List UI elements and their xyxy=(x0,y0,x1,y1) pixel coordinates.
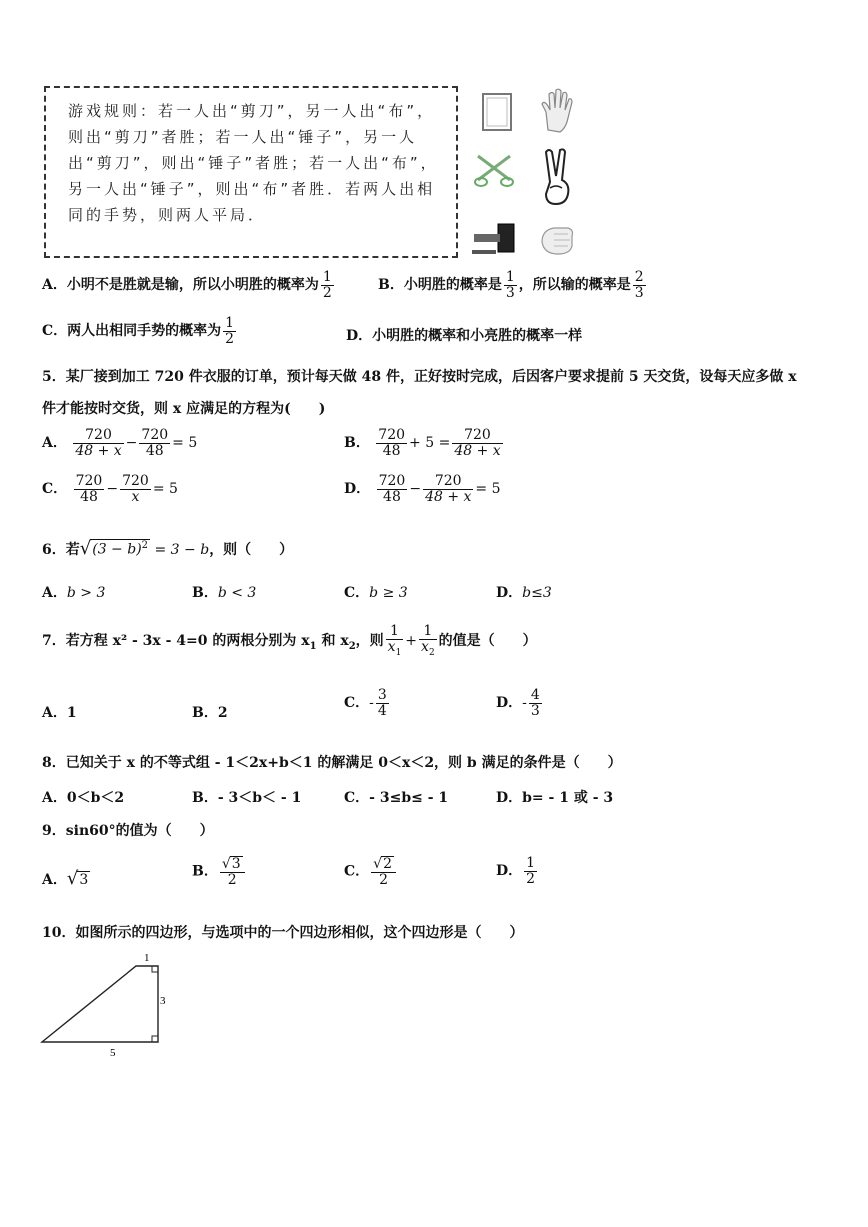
label-bottom: 5 xyxy=(110,1047,116,1059)
fraction: $\frac{1}{2}$ xyxy=(225,315,235,347)
game-rules-box xyxy=(44,86,458,258)
q5-option-a[interactable]: A． $\frac{720}{48 + x}$ − $\frac{720}{48}$ = 5 xyxy=(42,427,198,459)
scissors-icon xyxy=(472,150,516,188)
victory-hand-icon xyxy=(540,146,574,208)
q9-stem: 9．sin60°的值为（ ） xyxy=(42,823,214,839)
q5-stem-line2: 件才能按时交货，则 x 应满足的方程为( ) xyxy=(42,401,326,417)
trapezoid-figure xyxy=(36,948,186,1064)
q5-option-b[interactable]: B． $\frac{720}{48}$ + 5 = $\frac{720}{48 + x}$ xyxy=(344,427,501,459)
hammer-icon xyxy=(470,220,522,260)
q6-option-a[interactable]: A．b > 3 xyxy=(42,585,106,601)
q7-option-d[interactable]: D．- $\frac{4}{3}$ xyxy=(496,687,540,719)
q6-option-c[interactable]: C．b ≥ 3 xyxy=(344,585,408,601)
q6-option-d[interactable]: D．b≤3 xyxy=(496,585,552,601)
label-right: 3 xyxy=(160,995,166,1007)
q9-option-a[interactable]: A．√3 xyxy=(42,868,89,889)
fraction: $\frac{1}{3}$ xyxy=(505,269,515,301)
fraction: $\frac{1}{2}$ xyxy=(322,269,332,301)
q6-option-b[interactable]: B．b < 3 xyxy=(192,585,257,601)
q8-option-a[interactable]: A．0＜b＜2 xyxy=(42,790,125,806)
game-rules-text: 游戏规则：若一人出“剪刀”，另一人出“布”，则出“剪刀”者胜；若一人出“锤子”，另一人出“剪刀”，则出“锤子”者胜；若一人出“布”，另一人出“锤子”，则出“布”者胜．若两人出相同的手势，则两人平局． xyxy=(68,102,439,224)
q7-option-b[interactable]: B．2 xyxy=(192,705,228,721)
q7-option-c[interactable]: C．- $\frac{3}{4}$ xyxy=(344,687,387,719)
q4-option-d[interactable]: D．小明胜的概率和小亮胜的概率一样 xyxy=(346,328,583,344)
q4-option-b[interactable]: B．小明胜的概率是 $\frac{1}{3}$ ，所以输的概率是 $\frac{2}{3}$ xyxy=(378,269,644,301)
q9-option-d[interactable]: D． $\frac{1}{2}$ xyxy=(496,855,536,887)
q6-stem: 6．若$√(3 - b)^2 = 3 - b$，则（ ） xyxy=(42,538,294,559)
label-top: 1 xyxy=(144,952,150,964)
q8-option-b[interactable]: B．- 3＜b＜ - 1 xyxy=(192,790,302,806)
q5-option-c[interactable]: C． $\frac{720}{48}$ − $\frac{720}{x}$ = 5 xyxy=(42,473,178,505)
blank-paper-icon xyxy=(478,90,518,134)
q8-option-d[interactable]: D．b= - 1 或 - 3 xyxy=(496,790,614,806)
q4-option-c[interactable]: C．两人出相同手势的概率为 $\frac{1}{2}$ xyxy=(42,315,235,347)
q7-option-a[interactable]: A．1 xyxy=(42,705,77,721)
q4-option-a[interactable]: A．小明不是胜就是输，所以小明胜的概率为 $\frac{1}{2}$ xyxy=(42,269,332,301)
q5-stem-line1: 5．某厂接到加工 720 件衣服的订单，预计每天做 48 件，正好按时完成，后因客户要求提前 5 天交货，设每天应多做 x xyxy=(42,369,797,385)
q7-stem: 7．若方程 x² - 3x - 4=0 的两根分别为 $x_1$ 和 $x_2$，则 $\frac{1}{x_1}$ + $\frac{1}{x_2}$ 的值是（ ） xyxy=(42,623,537,658)
q5-option-d[interactable]: D． $\frac{720}{48}$ − $\frac{720}{48 + x}$ = 5 xyxy=(344,473,501,505)
fraction: $\frac{2}{3}$ xyxy=(634,269,644,301)
q8-stem: 8．已知关于 x 的不等式组 - 1＜2x+b＜1 的解满足 0＜x＜2，则 b 满足的条件是（ ） xyxy=(42,755,622,771)
q8-option-c[interactable]: C．- 3≤b≤ - 1 xyxy=(344,790,449,806)
open-hand-icon xyxy=(538,86,578,134)
q10-stem: 10．如图所示的四边形，与选项中的一个四边形相似，这个四边形是（ ） xyxy=(42,925,524,941)
q9-option-c[interactable]: C． $\frac{√2}{2}$ xyxy=(344,856,398,887)
q9-option-b[interactable]: B． $\frac{√3}{2}$ xyxy=(192,856,247,887)
fist-icon xyxy=(538,222,578,258)
